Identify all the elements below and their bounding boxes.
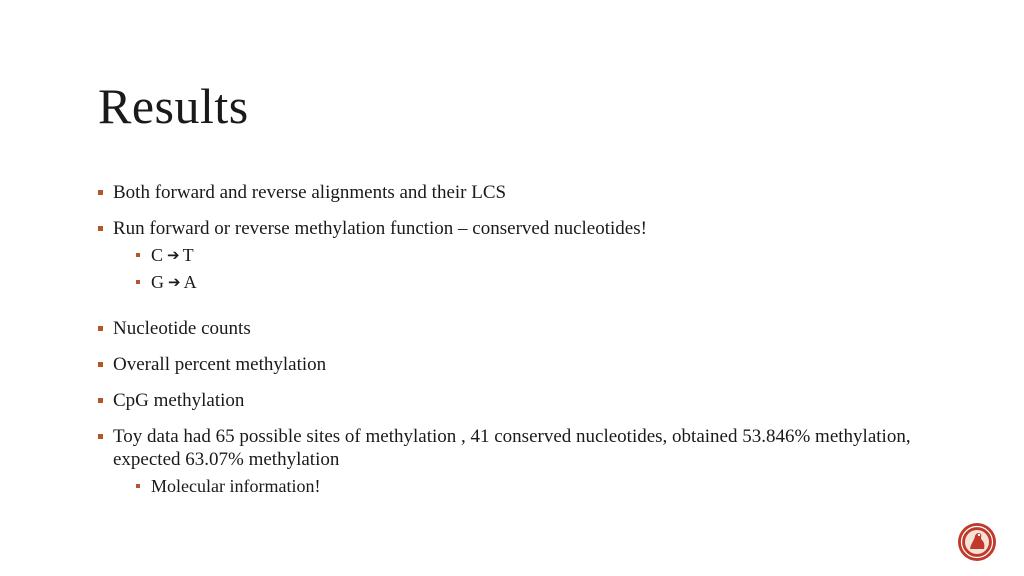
bullet-item bbox=[98, 425, 928, 498]
seal-emblem-eye bbox=[978, 534, 980, 536]
bullet-text: Both forward and reverse alignments and their LCS bbox=[113, 182, 507, 203]
bullet-item bbox=[98, 317, 928, 340]
slide-title: Results bbox=[98, 78, 249, 134]
square-bullet-icon bbox=[136, 484, 140, 488]
square-bullet-icon bbox=[98, 398, 103, 403]
conversion-to: T bbox=[182, 245, 194, 265]
bullet-text: Nucleotide counts bbox=[113, 318, 251, 339]
university-seal-logo bbox=[957, 522, 997, 562]
bullet-text: Toy data had 65 possible sites of methylation , 41 conserved nucleotides, obtained 53.846% methylation, expected 63.07% methylation bbox=[113, 426, 911, 470]
square-bullet-icon bbox=[98, 434, 103, 439]
conversion-to: A bbox=[183, 272, 197, 292]
bullet-text: CpG methylation bbox=[113, 390, 245, 411]
sub-bullet-item bbox=[113, 271, 928, 294]
sub-bullet-list bbox=[113, 475, 928, 498]
bullet-text: Overall percent methylation bbox=[113, 354, 327, 375]
square-bullet-icon bbox=[98, 190, 103, 195]
sub-bullet-text: Molecular information! bbox=[151, 476, 321, 496]
sub-bullet-item bbox=[113, 475, 928, 498]
square-bullet-icon bbox=[136, 253, 140, 257]
bullet-text: Run forward or reverse methylation function – conserved nucleotides! bbox=[113, 218, 647, 239]
conversion-from: G bbox=[151, 272, 164, 292]
bullet-item bbox=[98, 217, 928, 294]
sub-bullet-list bbox=[113, 244, 928, 294]
bullet-list bbox=[98, 181, 928, 498]
conversion-from: C bbox=[151, 245, 164, 265]
bullet-item bbox=[98, 181, 928, 204]
square-bullet-icon bbox=[98, 226, 103, 231]
bullet-item bbox=[98, 353, 928, 376]
square-bullet-icon bbox=[136, 280, 140, 284]
square-bullet-icon bbox=[98, 326, 103, 331]
bullet-item bbox=[98, 389, 928, 412]
square-bullet-icon bbox=[98, 362, 103, 367]
right-arrow-icon: ➔ bbox=[168, 273, 181, 291]
sub-bullet-item bbox=[113, 244, 928, 267]
right-arrow-icon: ➔ bbox=[167, 246, 180, 264]
